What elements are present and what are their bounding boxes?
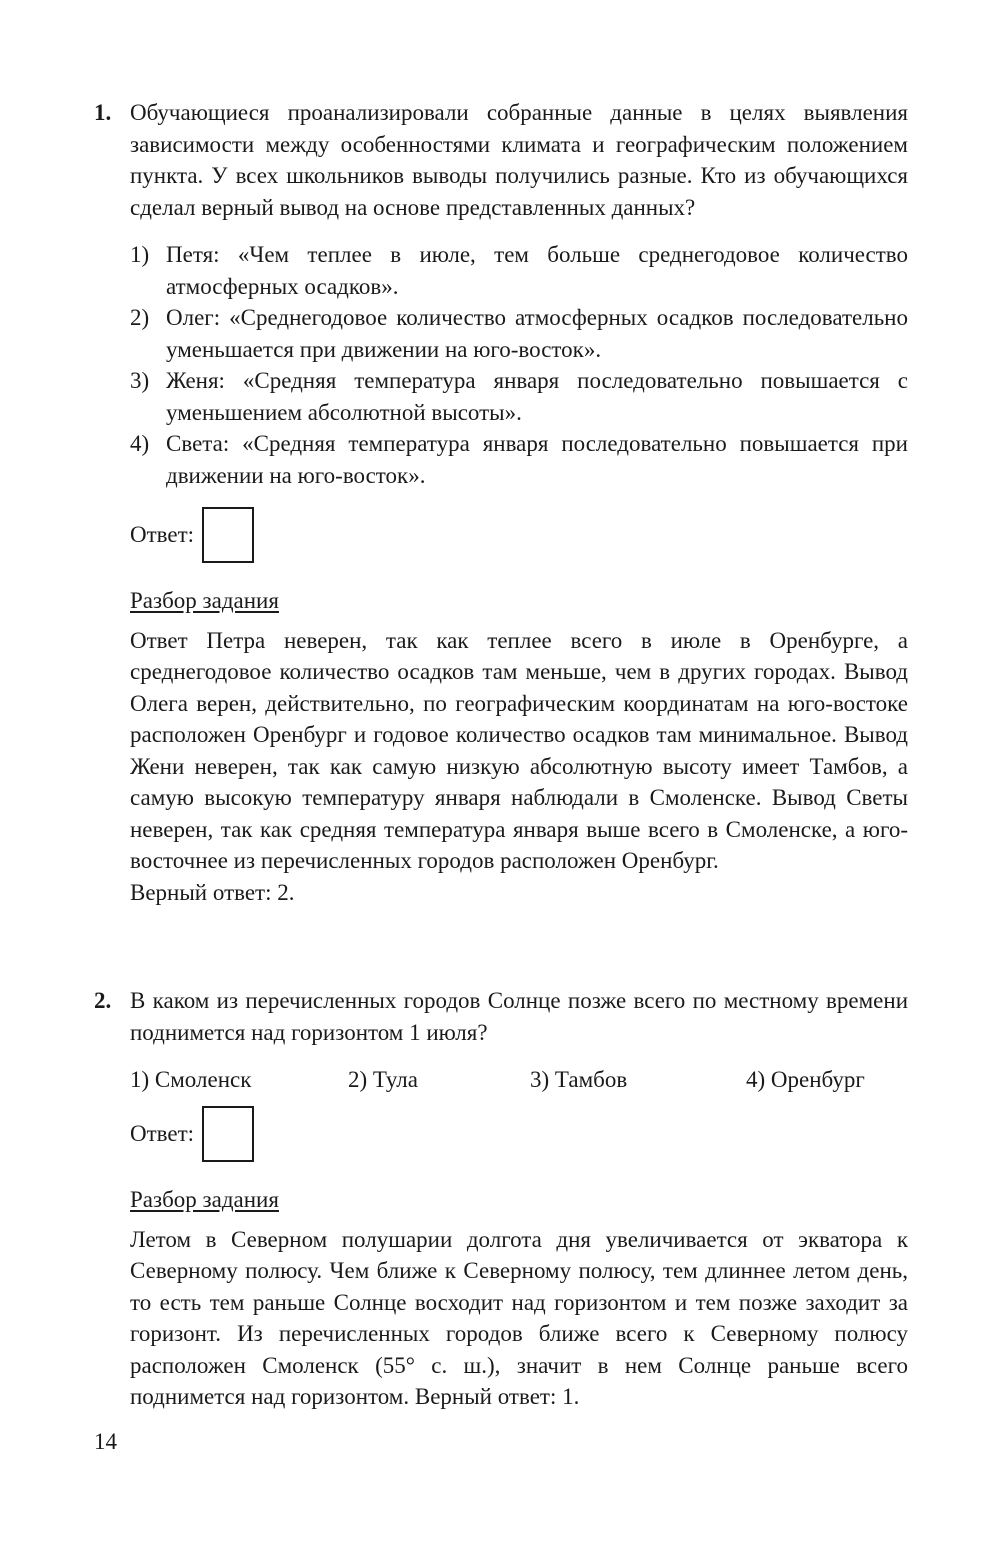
task-question: В каком из перечисленных городов Солнце позже всего по местному времени поднимется над горизонтом 1 июля? (130, 988, 908, 1045)
analysis-text: Ответ Петра неверен, так как теплее всего в июле в Оренбурге, а среднегодовое количество осадков там меньше, чем в других городах. Вывод Олега верен, действительно, по географическим координатам на юго-востоке расположен Оренбург и годовое количество осадков там минимальное. Вывод Жени неверен, так как самую низкую абсолютную высоту имеет Тамбов, а самую высокую температуру января наблюдали в Смоленске. Вывод Светы неверен, так как средняя температура января выше всего в Смоленске, а юго-восточнее из перечисленных городов расположен Оренбург. (130, 627, 908, 873)
answer-option: 2) Олег: «Среднегодовое количество атмосферных осадков последовательно уменьшается при движении на юго-восток». (130, 305, 908, 362)
answer-option: 4) Света: «Средняя температура января последовательно повышается при движении на юго-восток». (130, 431, 908, 488)
analysis-heading: Разбор задания (130, 1187, 279, 1212)
answer-options (130, 1064, 908, 1096)
answer-box[interactable] (202, 1106, 254, 1162)
task-question: Обучающиеся проанализировали собранные данные в целях выявления зависимости между особенностями климата и географическим положением пункта. У всех школьников выводы получились разные. Кто из обучающихся сделал верный вывод на основе представленных данных? (130, 100, 908, 220)
task-number: 2. (94, 988, 112, 1013)
answer-row (130, 507, 908, 563)
answer-option: 1) Петя: «Чем теплее в июле, тем больше среднегодовое количество атмосферных осадков». (130, 242, 908, 299)
answer-option: 3) Тамбов (530, 1067, 628, 1092)
answer-box[interactable] (202, 507, 254, 563)
answer-option: 1) Смоленск (130, 1067, 252, 1092)
correct-answer: Верный ответ: 2. (130, 879, 295, 905)
page-number: 14 (94, 1429, 117, 1454)
task-2 (94, 985, 908, 1413)
answer-option: 4) Оренбург (746, 1067, 865, 1092)
answer-option: 3) Женя: «Средняя температура января последовательно повышается с уменьшением абсолютной высоты». (130, 368, 908, 425)
answer-row (130, 1106, 908, 1162)
answer-label: Ответ: (130, 522, 195, 547)
task-1 (94, 97, 908, 908)
analysis-text: Летом в Северном полушарии долгота дня увеличивается от экватора к Северному полюсу. Чем ближе к Северному полюсу, тем длиннее летом день, то есть тем раньше Солнце восходит над горизонтом и тем позже заходит за горизонт. Из перечисленных городов ближе всего к Северному полюсу расположен Смоленск (55° с. ш.), значит в нем Солнце раньше всего поднимется над горизонтом. Верный ответ: 1. (130, 1226, 908, 1409)
task-number: 1. (94, 100, 112, 125)
answer-options (130, 239, 908, 491)
answer-option: 2) Тула (348, 1067, 418, 1092)
answer-label: Ответ: (130, 1121, 195, 1146)
analysis-heading: Разбор задания (130, 588, 279, 613)
